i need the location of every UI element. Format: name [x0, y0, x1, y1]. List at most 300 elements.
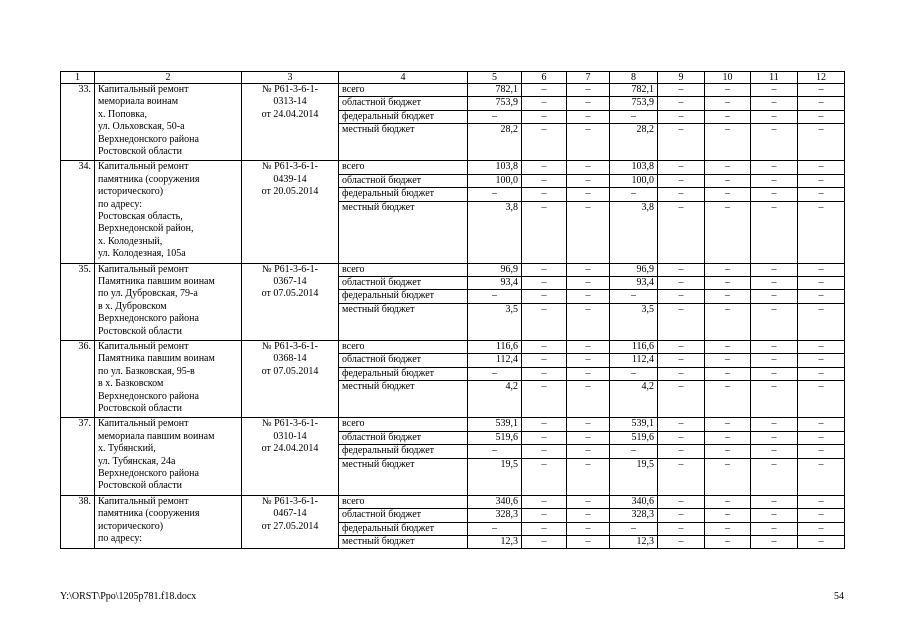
amount-cell: –: [751, 341, 798, 354]
row-number: 35.: [61, 263, 95, 340]
amount-cell: –: [522, 341, 567, 354]
object-name-line: Капитальный ремонт: [98, 161, 189, 173]
object-name-line: ул. Колодезная, 105а: [98, 248, 186, 260]
amount-cell: –: [751, 445, 798, 458]
amount-cell: 328,3: [610, 509, 658, 522]
amount-cell: –: [798, 536, 845, 549]
amount-cell: 539,1: [610, 418, 658, 431]
amount-cell: –: [705, 263, 751, 276]
object-name-line: Верхнедонской район,: [98, 223, 194, 235]
amount-cell: –: [705, 522, 751, 535]
object-name-line: ул. Тубянская, 24а: [98, 455, 176, 467]
amount-cell: –: [658, 84, 705, 97]
object-name-line: Ростовская область,: [98, 211, 183, 223]
amount-cell: –: [658, 354, 705, 367]
amount-cell: –: [658, 263, 705, 276]
amount-cell: 112,4: [610, 354, 658, 367]
amount-cell: –: [751, 458, 798, 495]
amount-cell: –: [522, 110, 567, 123]
amount-cell: –: [798, 431, 845, 444]
amount-cell: –: [751, 290, 798, 303]
row-number: 33.: [61, 84, 95, 161]
object-name-cell: [95, 495, 242, 549]
amount-cell: –: [468, 290, 522, 303]
amount-cell: –: [522, 431, 567, 444]
amount-cell: 3,5: [468, 303, 522, 340]
amount-cell: –: [567, 445, 610, 458]
document-reference-line: № Р61-3-6-1-: [262, 263, 318, 275]
object-name-line: в х. Дубровском: [98, 300, 167, 312]
object-name-line: Капитальный ремонт: [98, 495, 189, 507]
amount-cell: –: [567, 124, 610, 161]
object-name-cell: [95, 84, 242, 161]
funding-source: областной бюджет: [339, 174, 468, 187]
amount-cell: –: [751, 97, 798, 110]
amount-cell: 753,9: [610, 97, 658, 110]
amount-cell: –: [567, 367, 610, 380]
amount-cell: –: [468, 110, 522, 123]
amount-cell: –: [705, 381, 751, 418]
amount-cell: –: [751, 277, 798, 290]
amount-cell: –: [705, 509, 751, 522]
object-name-line: Капитальный ремонт: [98, 84, 189, 95]
amount-cell: –: [751, 188, 798, 201]
object-name-line: Капитальный ремонт: [98, 341, 189, 353]
amount-cell: –: [705, 495, 751, 508]
funding-source: всего: [339, 418, 468, 431]
amount-cell: –: [567, 341, 610, 354]
funding-source: местный бюджет: [339, 124, 468, 161]
amount-cell: –: [798, 495, 845, 508]
amount-cell: –: [567, 110, 610, 123]
document-reference-cell: [242, 418, 339, 495]
object-name-line: х. Колодезный,: [98, 235, 163, 247]
amount-cell: –: [567, 201, 610, 263]
object-name-line: ул. Ольховская, 50-а: [98, 121, 185, 133]
amount-cell: 12,3: [610, 536, 658, 549]
amount-cell: 782,1: [610, 84, 658, 97]
amount-cell: 100,0: [610, 174, 658, 187]
amount-cell: –: [567, 174, 610, 187]
amount-cell: –: [798, 354, 845, 367]
amount-cell: –: [610, 445, 658, 458]
amount-cell: –: [798, 201, 845, 263]
amount-cell: –: [468, 367, 522, 380]
amount-cell: 3,5: [610, 303, 658, 340]
amount-cell: –: [705, 290, 751, 303]
amount-cell: –: [567, 303, 610, 340]
funding-source: местный бюджет: [339, 201, 468, 263]
amount-cell: 28,2: [468, 124, 522, 161]
amount-cell: –: [522, 277, 567, 290]
amount-cell: –: [751, 495, 798, 508]
amount-cell: 753,9: [468, 97, 522, 110]
budget-table: [60, 71, 845, 549]
object-name-line: Верхнедонского района: [98, 468, 199, 480]
amount-cell: –: [610, 522, 658, 535]
amount-cell: –: [522, 458, 567, 495]
amount-cell: –: [658, 536, 705, 549]
object-name-cell: [95, 341, 242, 418]
amount-cell: 116,6: [468, 341, 522, 354]
amount-cell: –: [522, 536, 567, 549]
object-name-line: по адресу:: [98, 198, 143, 210]
funding-source: федеральный бюджет: [339, 188, 468, 201]
amount-cell: –: [798, 97, 845, 110]
amount-cell: –: [658, 509, 705, 522]
amount-cell: –: [522, 263, 567, 276]
column-header: 10: [705, 72, 751, 84]
amount-cell: –: [798, 341, 845, 354]
document-reference-cell: [242, 495, 339, 549]
amount-cell: 4,2: [610, 381, 658, 418]
amount-cell: –: [658, 188, 705, 201]
amount-cell: 782,1: [468, 84, 522, 97]
document-reference-line: 0467-14: [273, 508, 307, 520]
document-reference-line: № Р61-3-6-1-: [262, 161, 318, 173]
amount-cell: –: [705, 431, 751, 444]
amount-cell: –: [658, 124, 705, 161]
object-name-line: Верхнедонского района: [98, 313, 199, 325]
amount-cell: 19,5: [610, 458, 658, 495]
document-reference-line: от 07.05.2014: [261, 288, 319, 300]
amount-cell: –: [798, 522, 845, 535]
amount-cell: –: [522, 174, 567, 187]
document-reference-line: 0367-14: [273, 276, 307, 288]
amount-cell: –: [705, 201, 751, 263]
amount-cell: –: [567, 418, 610, 431]
amount-cell: –: [798, 381, 845, 418]
object-name-line: Капитальный ремонт: [98, 418, 189, 430]
object-name-line: Памятника павшим воинам: [98, 353, 215, 365]
amount-cell: –: [567, 263, 610, 276]
funding-source: всего: [339, 84, 468, 97]
amount-cell: –: [705, 341, 751, 354]
amount-cell: –: [705, 277, 751, 290]
amount-cell: –: [468, 188, 522, 201]
column-header: 2: [95, 72, 242, 84]
column-header: 3: [242, 72, 339, 84]
amount-cell: –: [798, 188, 845, 201]
amount-cell: 112,4: [468, 354, 522, 367]
amount-cell: –: [751, 110, 798, 123]
object-name-line: Ростовской области: [98, 480, 182, 492]
amount-cell: 340,6: [610, 495, 658, 508]
object-name-line: памятника (сооружения: [98, 173, 200, 185]
amount-cell: –: [658, 458, 705, 495]
document-reference-line: от 20.05.2014: [261, 186, 319, 198]
funding-source: областной бюджет: [339, 277, 468, 290]
amount-cell: –: [705, 110, 751, 123]
amount-cell: –: [567, 509, 610, 522]
table-row: [61, 161, 845, 174]
object-name-line: исторического): [98, 520, 164, 532]
object-name-line: Верхнедонского района: [98, 390, 199, 402]
document-reference-cell: [242, 341, 339, 418]
amount-cell: –: [751, 431, 798, 444]
amount-cell: –: [705, 174, 751, 187]
file-path: Y:\ORST\Ppo\1205p781.f18.docx: [60, 591, 197, 602]
funding-source: всего: [339, 495, 468, 508]
header-row: [61, 72, 845, 84]
amount-cell: 93,4: [610, 277, 658, 290]
document-reference-line: № Р61-3-6-1-: [262, 495, 318, 507]
amount-cell: –: [610, 290, 658, 303]
funding-source: федеральный бюджет: [339, 367, 468, 380]
object-name-line: Верхнедонского района: [98, 133, 199, 145]
document-reference-line: 0313-14: [273, 96, 307, 108]
document-reference-line: от 27.05.2014: [261, 520, 319, 532]
amount-cell: –: [751, 161, 798, 174]
amount-cell: –: [798, 445, 845, 458]
column-header: 1: [61, 72, 95, 84]
amount-cell: –: [705, 161, 751, 174]
document-reference-line: от 07.05.2014: [261, 365, 319, 377]
amount-cell: –: [567, 161, 610, 174]
amount-cell: –: [798, 303, 845, 340]
funding-source: областной бюджет: [339, 431, 468, 444]
amount-cell: –: [658, 341, 705, 354]
amount-cell: –: [658, 495, 705, 508]
amount-cell: –: [522, 290, 567, 303]
object-name-cell: [95, 161, 242, 263]
funding-source: всего: [339, 263, 468, 276]
amount-cell: –: [705, 418, 751, 431]
amount-cell: –: [798, 367, 845, 380]
column-header: 4: [339, 72, 468, 84]
document-reference-line: 0439-14: [273, 173, 307, 185]
amount-cell: –: [567, 536, 610, 549]
amount-cell: –: [658, 201, 705, 263]
table-row: [61, 84, 845, 97]
amount-cell: 96,9: [468, 263, 522, 276]
object-name-line: по ул. Дубровская, 79-а: [98, 288, 198, 300]
amount-cell: –: [567, 97, 610, 110]
amount-cell: –: [798, 263, 845, 276]
column-header: 6: [522, 72, 567, 84]
amount-cell: –: [705, 188, 751, 201]
object-name-line: х. Тубянский,: [98, 443, 156, 455]
page-number: 54: [834, 591, 844, 602]
table-row: [61, 263, 845, 276]
amount-cell: –: [567, 495, 610, 508]
amount-cell: 539,1: [468, 418, 522, 431]
amount-cell: –: [798, 509, 845, 522]
amount-cell: 3,8: [610, 201, 658, 263]
amount-cell: 340,6: [468, 495, 522, 508]
amount-cell: 96,9: [610, 263, 658, 276]
amount-cell: 103,8: [468, 161, 522, 174]
object-name-cell: [95, 263, 242, 340]
amount-cell: –: [522, 522, 567, 535]
object-name-line: х. Поповка,: [98, 108, 147, 120]
amount-cell: –: [522, 97, 567, 110]
amount-cell: –: [798, 161, 845, 174]
amount-cell: –: [658, 97, 705, 110]
amount-cell: –: [567, 381, 610, 418]
amount-cell: –: [658, 290, 705, 303]
funding-source: местный бюджет: [339, 458, 468, 495]
funding-source: областной бюджет: [339, 97, 468, 110]
amount-cell: –: [658, 161, 705, 174]
document-reference-cell: [242, 84, 339, 161]
amount-cell: –: [522, 367, 567, 380]
funding-source: областной бюджет: [339, 509, 468, 522]
amount-cell: –: [658, 445, 705, 458]
amount-cell: –: [751, 367, 798, 380]
document-reference-cell: [242, 263, 339, 340]
funding-source: федеральный бюджет: [339, 445, 468, 458]
amount-cell: –: [522, 161, 567, 174]
amount-cell: –: [522, 84, 567, 97]
amount-cell: –: [522, 509, 567, 522]
amount-cell: 4,2: [468, 381, 522, 418]
amount-cell: –: [705, 303, 751, 340]
amount-cell: –: [705, 97, 751, 110]
amount-cell: 100,0: [468, 174, 522, 187]
object-name-line: Ростовской области: [98, 325, 182, 337]
amount-cell: 519,6: [468, 431, 522, 444]
amount-cell: –: [522, 418, 567, 431]
amount-cell: –: [658, 110, 705, 123]
amount-cell: –: [658, 522, 705, 535]
object-name-line: Ростовской области: [98, 146, 182, 158]
amount-cell: –: [798, 174, 845, 187]
amount-cell: –: [705, 354, 751, 367]
amount-cell: –: [658, 277, 705, 290]
object-name-line: по ул. Базковская, 95-в: [98, 365, 195, 377]
amount-cell: 3,8: [468, 201, 522, 263]
amount-cell: 103,8: [610, 161, 658, 174]
column-header: 8: [610, 72, 658, 84]
funding-source: федеральный бюджет: [339, 290, 468, 303]
amount-cell: –: [567, 84, 610, 97]
column-header: 12: [798, 72, 845, 84]
amount-cell: 12,3: [468, 536, 522, 549]
amount-cell: –: [610, 110, 658, 123]
column-header: 5: [468, 72, 522, 84]
amount-cell: –: [567, 188, 610, 201]
amount-cell: –: [798, 290, 845, 303]
document-reference-line: от 24.04.2014: [261, 443, 319, 455]
amount-cell: –: [567, 277, 610, 290]
amount-cell: –: [751, 536, 798, 549]
amount-cell: –: [522, 354, 567, 367]
funding-source: местный бюджет: [339, 303, 468, 340]
amount-cell: –: [798, 124, 845, 161]
row-number: 34.: [61, 161, 95, 263]
amount-cell: –: [798, 458, 845, 495]
row-number: 37.: [61, 418, 95, 495]
amount-cell: –: [522, 124, 567, 161]
document-reference-cell: [242, 161, 339, 263]
object-name-line: исторического): [98, 186, 164, 198]
funding-source: всего: [339, 341, 468, 354]
amount-cell: –: [798, 277, 845, 290]
amount-cell: –: [610, 188, 658, 201]
document-reference-line: от 24.04.2014: [261, 108, 319, 120]
object-name-line: мемориала павшим воинам: [98, 430, 215, 442]
amount-cell: –: [522, 188, 567, 201]
object-name-line: по адресу:: [98, 533, 143, 545]
table-row: [61, 495, 845, 508]
column-header: 11: [751, 72, 798, 84]
amount-cell: –: [658, 367, 705, 380]
amount-cell: –: [658, 431, 705, 444]
amount-cell: –: [751, 263, 798, 276]
object-name-line: Ростовской области: [98, 403, 182, 415]
funding-source: всего: [339, 161, 468, 174]
amount-cell: –: [658, 381, 705, 418]
document-reference-line: № Р61-3-6-1-: [262, 84, 318, 95]
amount-cell: –: [522, 201, 567, 263]
amount-cell: –: [751, 174, 798, 187]
amount-cell: –: [658, 418, 705, 431]
funding-source: федеральный бюджет: [339, 522, 468, 535]
object-name-line: мемориала воинам: [98, 96, 179, 108]
funding-source: местный бюджет: [339, 381, 468, 418]
table-row: [61, 418, 845, 431]
amount-cell: –: [567, 354, 610, 367]
amount-cell: 519,6: [610, 431, 658, 444]
object-name-cell: [95, 418, 242, 495]
document-reference-line: 0368-14: [273, 353, 307, 365]
amount-cell: –: [468, 522, 522, 535]
document-reference-line: 0310-14: [273, 430, 307, 442]
amount-cell: 93,4: [468, 277, 522, 290]
amount-cell: –: [705, 84, 751, 97]
amount-cell: –: [567, 458, 610, 495]
amount-cell: –: [567, 431, 610, 444]
amount-cell: –: [658, 303, 705, 340]
amount-cell: –: [567, 290, 610, 303]
amount-cell: –: [705, 536, 751, 549]
amount-cell: 116,6: [610, 341, 658, 354]
amount-cell: –: [751, 84, 798, 97]
amount-cell: 328,3: [468, 509, 522, 522]
funding-source: местный бюджет: [339, 536, 468, 549]
document-reference-line: № Р61-3-6-1-: [262, 341, 318, 353]
amount-cell: –: [751, 522, 798, 535]
amount-cell: –: [705, 458, 751, 495]
amount-cell: –: [751, 509, 798, 522]
amount-cell: –: [751, 418, 798, 431]
amount-cell: –: [705, 367, 751, 380]
column-header: 7: [567, 72, 610, 84]
amount-cell: –: [751, 124, 798, 161]
amount-cell: 28,2: [610, 124, 658, 161]
amount-cell: –: [522, 303, 567, 340]
amount-cell: –: [798, 110, 845, 123]
amount-cell: –: [705, 124, 751, 161]
amount-cell: –: [468, 445, 522, 458]
amount-cell: –: [567, 522, 610, 535]
row-number: 36.: [61, 341, 95, 418]
amount-cell: –: [522, 381, 567, 418]
amount-cell: –: [798, 418, 845, 431]
table-row: [61, 341, 845, 354]
amount-cell: –: [705, 445, 751, 458]
row-number: 38.: [61, 495, 95, 549]
amount-cell: –: [751, 354, 798, 367]
funding-source: федеральный бюджет: [339, 110, 468, 123]
amount-cell: –: [658, 174, 705, 187]
amount-cell: –: [798, 84, 845, 97]
amount-cell: –: [522, 495, 567, 508]
column-header: 9: [658, 72, 705, 84]
table-body: [61, 84, 845, 549]
object-name-line: памятника (сооружения: [98, 508, 200, 520]
